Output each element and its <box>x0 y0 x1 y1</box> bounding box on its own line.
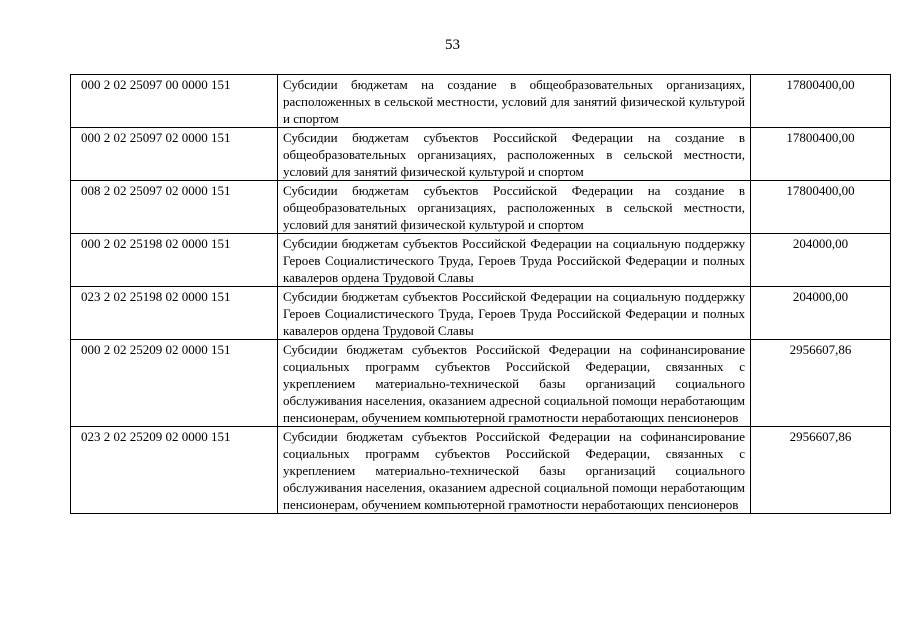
description-cell: Субсидии бюджетам субъектов Российской Федерации на социальную поддержку Героев Социалистического Труда, Героев Труда Российской Федерации и полных кавалеров ордена Трудовой Славы <box>278 287 751 340</box>
budget-code-cell: 000 2 02 25097 00 0000 151 <box>71 75 278 128</box>
description-cell: Субсидии бюджетам субъектов Российской Федерации на софинансирование социальных программ субъектов Российской Федерации, связанных с укреплением материально-технической базы организаций социального обслуживания населения, оказанием адресной социальной помощи неработающим пенсионерам, обучением компьютерной грамотности неработающих пенсионеров <box>278 427 751 514</box>
table-row <box>71 234 891 287</box>
description-cell: Субсидии бюджетам субъектов Российской Федерации на социальную поддержку Героев Социалистического Труда, Героев Труда Российской Федерации и полных кавалеров ордена Трудовой Славы <box>278 234 751 287</box>
table-row <box>71 340 891 427</box>
budget-code-cell: 008 2 02 25097 02 0000 151 <box>71 181 278 234</box>
table-row <box>71 427 891 514</box>
table-row <box>71 128 891 181</box>
amount-cell: 2956607,86 <box>751 340 891 427</box>
description-cell: Субсидии бюджетам субъектов Российской Федерации на создание в общеобразовательных организациях, расположенных в сельской местности, условий для занятий физической культурой и спортом <box>278 128 751 181</box>
description-cell: Субсидии бюджетам на создание в общеобразовательных организациях, расположенных в сельской местности, условий для занятий физической культурой и спортом <box>278 75 751 128</box>
budget-income-table <box>70 74 891 514</box>
budget-code-cell: 023 2 02 25209 02 0000 151 <box>71 427 278 514</box>
description-cell: Субсидии бюджетам субъектов Российской Федерации на софинансирование социальных программ субъектов Российской Федерации, связанных с укреплением материально-технической базы организаций социального обслуживания населения, оказанием адресной социальной помощи неработающим пенсионерам, обучением компьютерной грамотности неработающих пенсионеров <box>278 340 751 427</box>
page-number: 53 <box>445 37 460 53</box>
table-row <box>71 75 891 128</box>
amount-cell: 204000,00 <box>751 287 891 340</box>
amount-cell: 17800400,00 <box>751 75 891 128</box>
description-cell: Субсидии бюджетам субъектов Российской Федерации на создание в общеобразовательных организациях, расположенных в сельской местности, условий для занятий физической культурой и спортом <box>278 181 751 234</box>
budget-code-cell: 000 2 02 25198 02 0000 151 <box>71 234 278 287</box>
amount-cell: 2956607,86 <box>751 427 891 514</box>
amount-cell: 17800400,00 <box>751 128 891 181</box>
table-row <box>71 181 891 234</box>
amount-cell: 204000,00 <box>751 234 891 287</box>
budget-code-cell: 023 2 02 25198 02 0000 151 <box>71 287 278 340</box>
table-row <box>71 287 891 340</box>
budget-code-cell: 000 2 02 25097 02 0000 151 <box>71 128 278 181</box>
budget-code-cell: 000 2 02 25209 02 0000 151 <box>71 340 278 427</box>
amount-cell: 17800400,00 <box>751 181 891 234</box>
